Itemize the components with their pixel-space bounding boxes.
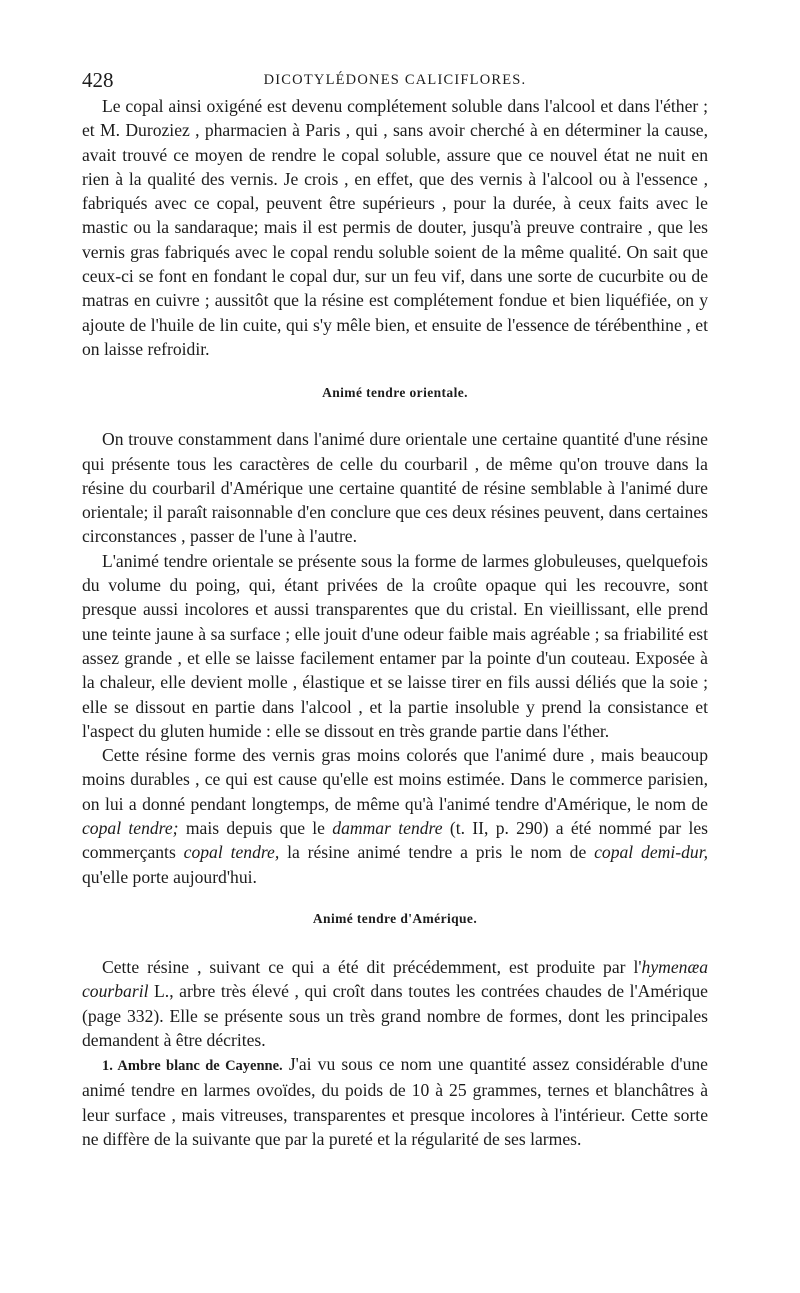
paragraph-copal-oxigene: Le copal ainsi oxigéné est devenu complétement soluble dans l'alcool et dans l'éther ; et M. Duroziez , pharmacien à Paris , qui , sans avoir cherché à en déterminer la cause, avait trouvé ce moyen de rendre le copal soluble, assure que ce nouvel état ne nuit en rien à la qualité des vernis. Je crois , en effet, que des vernis à l'alcool ou à l'essence , fabriqués avec ce copal, peuvent être supérieurs , pour la durée, à ceux faits avec le mastic ou la sandaraque; mais il est permis de douter, jusqu'à preuve contraire , que les vernis gras fabriqués avec le copal rendu soluble soient de la même qualité. On sait que ceux-ci se font en fondant le copal dur, sur un feu vif, dans une sorte de cucurbite ou de matras en cuivre ; aussitôt que la résine est complétement fondue et bien liquéfiée, on y ajoute de l'huile de lin cuite, qui s'y mêle bien, et ensuite de l'essence de térébenthine , et on laisse refroidir.: [82, 96, 708, 359]
text-run: J'ai vu sous ce nom une quantité assez considérable d'une animé tendre en larmes ovoïdes, du poids de 10 à 25 grammes, ternes et blanchâtres à leur surface , mais vitreuses, transparentes et presque incolores à l'intérieur. Cette sorte ne diffère de la suivante que par la pureté et la régularité de ses larmes.: [82, 1054, 708, 1149]
italic-term: copal tendre;: [82, 818, 179, 839]
running-head: [82, 64, 708, 94]
italic-term: dammar tendre: [332, 818, 443, 839]
text-run: mais depuis que le: [178, 818, 333, 839]
section-heading-anime-tendre-amerique: Animé tendre d'Amérique.: [312, 910, 478, 926]
italic-term: hymenæa courbaril: [82, 956, 708, 1002]
italic-term: copal demi-dur,: [594, 842, 708, 863]
italic-term: copal tendre,: [183, 842, 280, 863]
text-run: qu'elle porte aujourd'hui.: [82, 866, 257, 887]
running-title: DICOTYLÉDONES CALICIFLORES.: [263, 72, 527, 88]
text-run: Cette résine , suivant ce qui a été dit précédemment, est produite par l': [102, 956, 642, 977]
text-run: la résine animé tendre a pris le nom de: [279, 842, 595, 863]
paragraph-ambre-blanc-cayenne: [82, 1052, 708, 1151]
paragraph-vernis-gras: [82, 743, 708, 889]
book-page: [82, 64, 708, 1151]
paragraph-anime-dure-orientale: On trouve constamment dans l'animé dure orientale une certaine quantité d'une résine qui présente tous les caractères de celle du courbaril , de même qu'on trouve dans la résine du courbaril d'Amérique une certaine quantité de résine semblable à l'animé dure orientale; il paraît raisonnable d'en conclure que ces deux résines peuvent, dans certaines circonstances , passer de l'une à l'autre.: [82, 429, 708, 547]
text-run: Cette résine forme des vernis gras moins colorés que l'animé dure , mais beaucoup moins durables , ce qui est cause qu'elle est moins estimée. Dans le commerce parisien, on lui a donné pendant longtemps, de même qu'à l'animé tendre d'Amérique, le nom de: [82, 745, 708, 814]
section-heading-anime-tendre-orientale: Animé tendre orientale.: [322, 385, 468, 401]
text-run: L., arbre très élevé , qui croît dans toutes les contrées chaudes de l'Amérique (page 332). Elle se présente sous un très grand nombre de formes, dont les principales demandent à être décrites.: [82, 981, 708, 1050]
paragraph-courbaril: [82, 955, 708, 1052]
text-run: (t. II, p. 290) a été nommé par les commerçants: [82, 818, 709, 863]
page-number: 428: [82, 68, 114, 92]
run-in-heading: 1. Ambre blanc de Cayenne.: [102, 1058, 283, 1075]
paragraph-anime-tendre-description: L'animé tendre orientale se présente sous la forme de larmes globuleuses, quelquefois du volume du poing, qui, étant privées de la croûte opaque qui les recouvre, sont presque aussi incolores et aussi transparentes que du cristal. En vieillissant, elle prend une teinte jaune à sa surface ; elle jouit d'une odeur faible mais agréable ; sa friabilité est assez grande , et elle se laisse facilement entamer par la pointe d'un couteau. Exposée à la chaleur, elle devient molle , élastique et se laisse tirer en fils aussi déliés que la soie ; elle se dissout en partie dans l'alcool , et la partie insoluble y prend la consistance et l'aspect du gluten humide : elle se dissout en très grande partie dans l'éther.: [82, 550, 708, 741]
